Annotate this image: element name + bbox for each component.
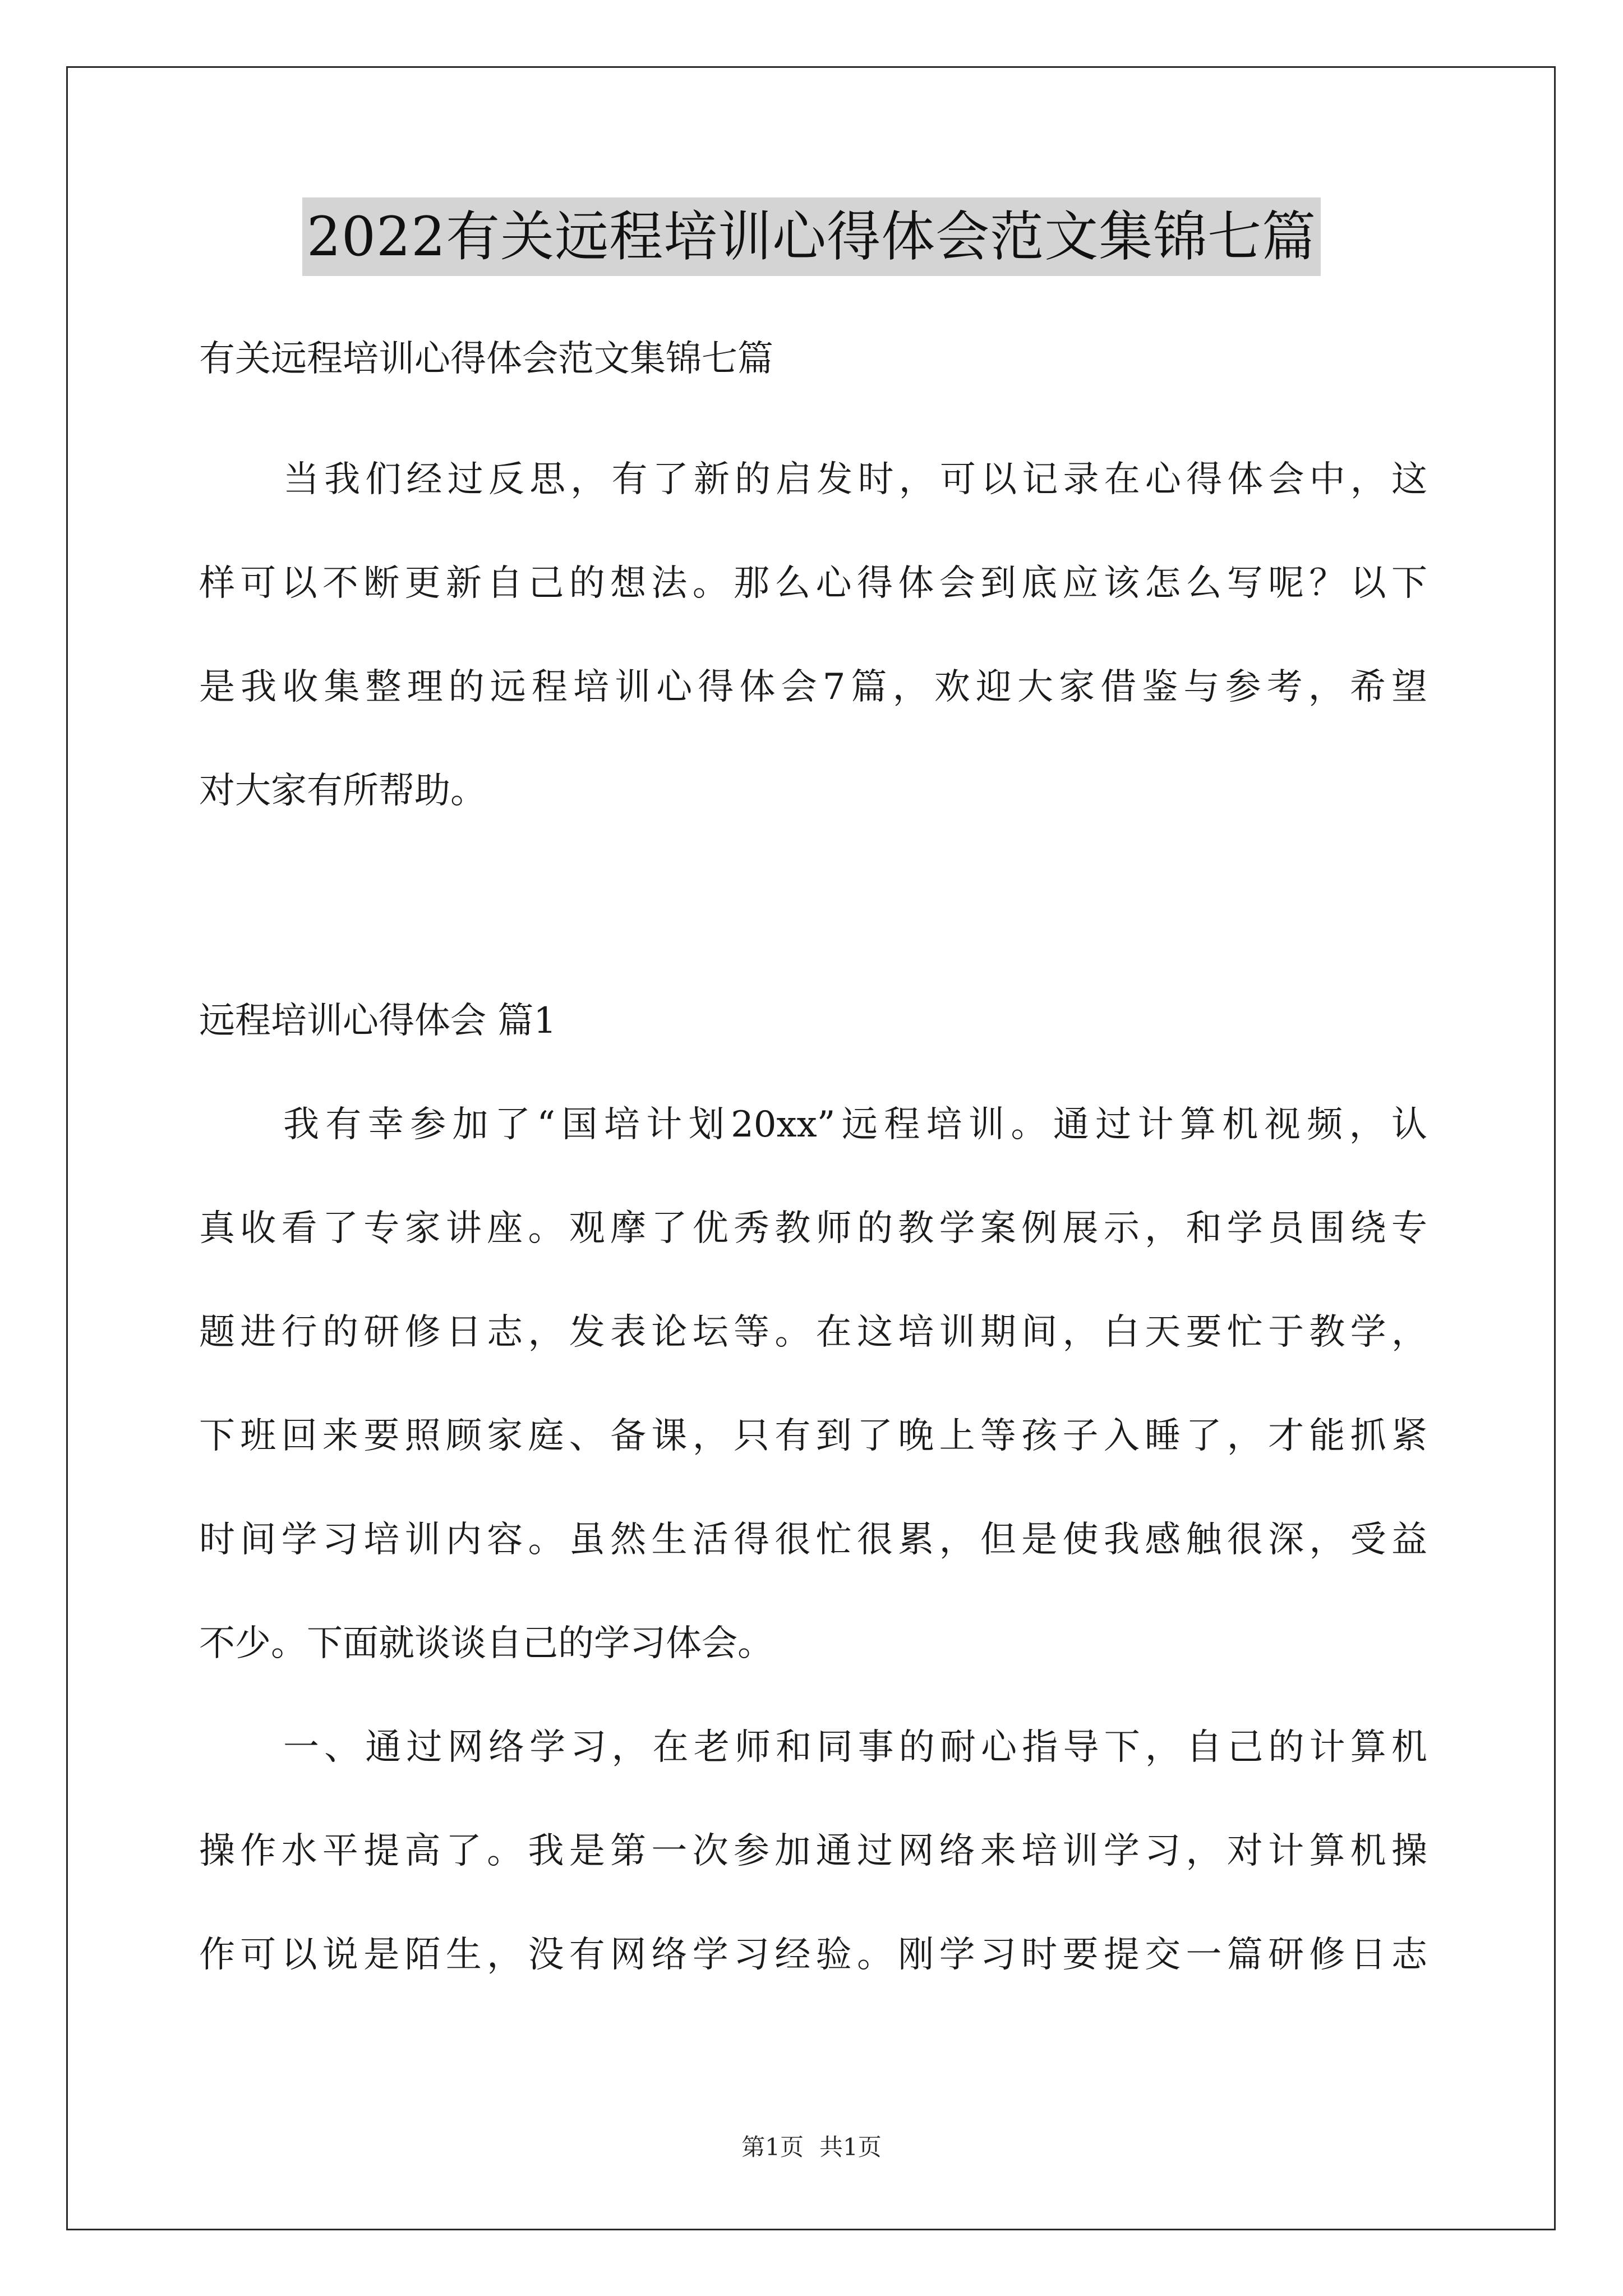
page-total: 共1页 [819, 2133, 882, 2161]
paragraph2-line-2: 操作水平提高了。我是第一次参加通过网络来培训学习，对计算机操 [199, 1830, 1427, 1872]
paragraph1-line-5: 时间学习培训内容。虽然生活得很忙很累，但是使我感触很深，受益 [199, 1519, 1427, 1561]
intro-line-4: 对大家有所帮助。 [199, 770, 486, 812]
intro-line-3: 是我收集整理的远程培训心得体会7篇，欢迎大家借鉴与参考，希望 [199, 666, 1427, 708]
paragraph1-line-2: 真收看了专家讲座。观摩了优秀教师的教学案例展示，和学员围绕专 [199, 1208, 1427, 1249]
document-subtitle: 有关远程培训心得体会范文集锦七篇 [199, 338, 773, 380]
paragraph1-line-3: 题进行的研修日志，发表论坛等。在这培训期间，白天要忙于教学， [199, 1312, 1427, 1353]
intro-line-1: 当我们经过反思，有了新的启发时，可以记录在心得体会中，这 [283, 459, 1427, 500]
title-container [0, 197, 1623, 282]
page-footer [0, 2132, 1623, 2163]
paragraph1-line-4: 下班回来要照顾家庭、备课，只有到了晚上等孩子入睡了，才能抓紧 [199, 1415, 1427, 1457]
page-border [66, 66, 1556, 2230]
paragraph2-line-3: 作可以说是陌生，没有网络学习经验。刚学习时要提交一篇研修日志 [199, 1934, 1427, 1976]
intro-line-2: 样可以不断更新自己的想法。那么心得体会到底应该怎么写呢？以下 [199, 563, 1427, 604]
page-number: 第1页 [741, 2133, 804, 2161]
document-title: 2022有关远程培训心得体会范文集锦七篇 [302, 197, 1321, 276]
section-heading: 远程培训心得体会 篇1 [199, 1000, 557, 1042]
paragraph1-line-1: 我有幸参加了“国培计划20xx”远程培训。通过计算机视频，认 [283, 1104, 1427, 1145]
paragraph2-line-1: 一、通过网络学习，在老师和同事的耐心指导下，自己的计算机 [283, 1727, 1427, 1768]
paragraph1-line-6: 不少。下面就谈谈自己的学习体会。 [199, 1623, 773, 1664]
